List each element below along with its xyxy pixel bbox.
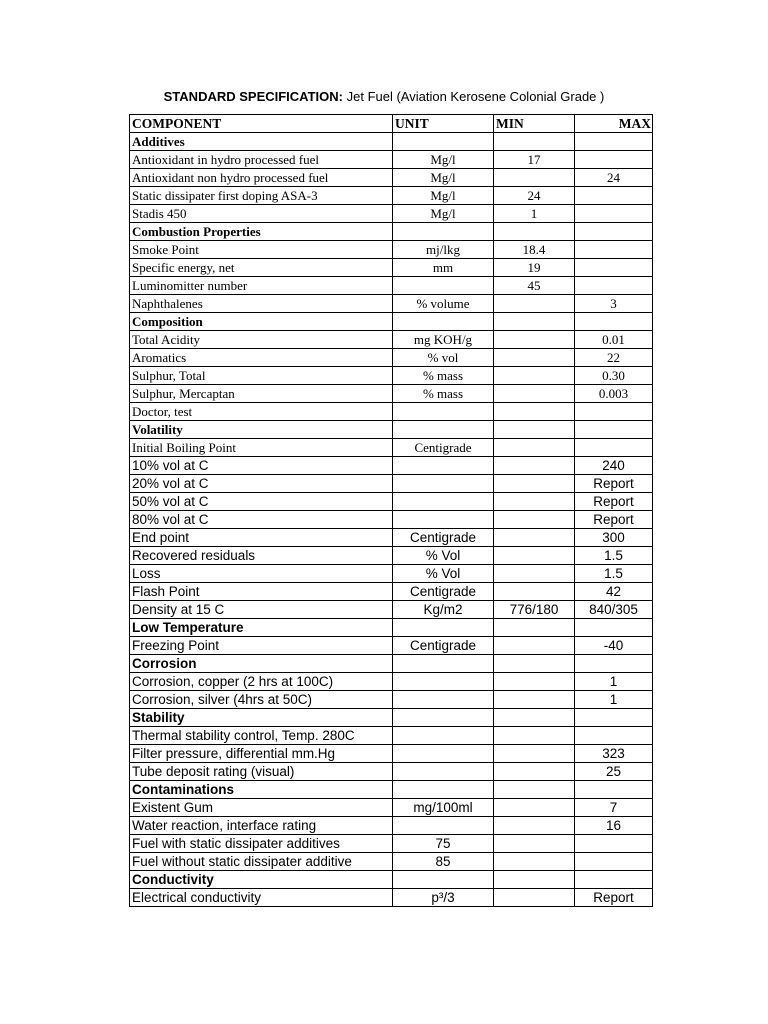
component-cell: Specific energy, net bbox=[130, 259, 393, 277]
max-cell: Report bbox=[575, 511, 653, 529]
empty-cell bbox=[575, 781, 653, 799]
max-cell: 240 bbox=[575, 457, 653, 475]
min-cell bbox=[494, 853, 575, 871]
table-row bbox=[130, 385, 653, 403]
component-cell: Recovered residuals bbox=[130, 547, 393, 565]
title-label: STANDARD SPECIFICATION: bbox=[163, 89, 343, 104]
empty-cell bbox=[393, 781, 494, 799]
table-row bbox=[130, 331, 653, 349]
unit-cell: mg KOH/g bbox=[393, 331, 494, 349]
min-cell: 1 bbox=[494, 205, 575, 223]
empty-cell bbox=[494, 709, 575, 727]
component-cell: Total Acidity bbox=[130, 331, 393, 349]
max-cell: 840/305 bbox=[575, 601, 653, 619]
component-cell: Existent Gum bbox=[130, 799, 393, 817]
component-cell: Sulphur, Mercaptan bbox=[130, 385, 393, 403]
component-cell: Antioxidant non hydro processed fuel bbox=[130, 169, 393, 187]
empty-cell bbox=[575, 133, 653, 151]
table-row bbox=[130, 601, 653, 619]
table-row bbox=[130, 511, 653, 529]
specification-table-body bbox=[130, 115, 653, 907]
empty-cell bbox=[575, 871, 653, 889]
section-row bbox=[130, 223, 653, 241]
unit-cell bbox=[393, 277, 494, 295]
min-cell bbox=[494, 691, 575, 709]
empty-cell bbox=[575, 655, 653, 673]
unit-cell: Mg/l bbox=[393, 205, 494, 223]
max-cell bbox=[575, 439, 653, 457]
max-cell: 0.30 bbox=[575, 367, 653, 385]
min-cell: 18.4 bbox=[494, 241, 575, 259]
max-cell: 22 bbox=[575, 349, 653, 367]
table-row bbox=[130, 259, 653, 277]
table-row bbox=[130, 457, 653, 475]
max-cell bbox=[575, 277, 653, 295]
component-cell: End point bbox=[130, 529, 393, 547]
unit-cell bbox=[393, 763, 494, 781]
table-row bbox=[130, 565, 653, 583]
empty-cell bbox=[393, 619, 494, 637]
component-cell: Freezing Point bbox=[130, 637, 393, 655]
section-label: Volatility bbox=[130, 421, 393, 439]
table-row bbox=[130, 547, 653, 565]
empty-cell bbox=[494, 421, 575, 439]
empty-cell bbox=[393, 655, 494, 673]
table-row bbox=[130, 367, 653, 385]
min-cell bbox=[494, 331, 575, 349]
table-row bbox=[130, 187, 653, 205]
unit-cell: % volume bbox=[393, 295, 494, 313]
section-row bbox=[130, 655, 653, 673]
table-row bbox=[130, 835, 653, 853]
empty-cell bbox=[393, 133, 494, 151]
component-cell: Aromatics bbox=[130, 349, 393, 367]
min-cell bbox=[494, 673, 575, 691]
table-row bbox=[130, 349, 653, 367]
table-row bbox=[130, 637, 653, 655]
min-cell bbox=[494, 385, 575, 403]
unit-cell: 75 bbox=[393, 835, 494, 853]
component-cell: Flash Point bbox=[130, 583, 393, 601]
table-row bbox=[130, 241, 653, 259]
empty-cell bbox=[393, 223, 494, 241]
max-cell bbox=[575, 205, 653, 223]
max-cell bbox=[575, 151, 653, 169]
min-cell bbox=[494, 349, 575, 367]
component-cell: Luminomitter number bbox=[130, 277, 393, 295]
unit-cell: mj/lkg bbox=[393, 241, 494, 259]
component-cell: Naphthalenes bbox=[130, 295, 393, 313]
empty-cell bbox=[494, 781, 575, 799]
empty-cell bbox=[575, 619, 653, 637]
unit-cell bbox=[393, 745, 494, 763]
max-cell: 323 bbox=[575, 745, 653, 763]
title-text: Jet Fuel (Aviation Kerosene Colonial Grade ) bbox=[343, 89, 605, 104]
max-cell: 1 bbox=[575, 691, 653, 709]
unit-cell: mm bbox=[393, 259, 494, 277]
max-cell bbox=[575, 259, 653, 277]
component-cell: Fuel with static dissipater additives bbox=[130, 835, 393, 853]
component-cell: Corrosion, silver (4hrs at 50C) bbox=[130, 691, 393, 709]
max-cell: 7 bbox=[575, 799, 653, 817]
component-cell: Density at 15 C bbox=[130, 601, 393, 619]
header-max: MAX bbox=[575, 115, 653, 133]
table-row bbox=[130, 205, 653, 223]
min-cell bbox=[494, 745, 575, 763]
section-label: Contaminations bbox=[130, 781, 393, 799]
min-cell bbox=[494, 403, 575, 421]
section-label: Stability bbox=[130, 709, 393, 727]
max-cell bbox=[575, 835, 653, 853]
unit-cell: Centigrade bbox=[393, 529, 494, 547]
unit-cell: Mg/l bbox=[393, 187, 494, 205]
table-row bbox=[130, 169, 653, 187]
component-cell: Doctor, test bbox=[130, 403, 393, 421]
table-row bbox=[130, 295, 653, 313]
max-cell bbox=[575, 241, 653, 259]
min-cell bbox=[494, 169, 575, 187]
max-cell: 16 bbox=[575, 817, 653, 835]
min-cell bbox=[494, 727, 575, 745]
section-row bbox=[130, 781, 653, 799]
table-header-row bbox=[130, 115, 653, 133]
unit-cell bbox=[393, 511, 494, 529]
section-label: Composition bbox=[130, 313, 393, 331]
min-cell: 24 bbox=[494, 187, 575, 205]
max-cell bbox=[575, 853, 653, 871]
header-unit: UNIT bbox=[393, 115, 494, 133]
table-row bbox=[130, 691, 653, 709]
component-cell: Tube deposit rating (visual) bbox=[130, 763, 393, 781]
unit-cell: Centigrade bbox=[393, 583, 494, 601]
empty-cell bbox=[575, 709, 653, 727]
min-cell bbox=[494, 583, 575, 601]
component-cell: Smoke Point bbox=[130, 241, 393, 259]
specification-table bbox=[129, 114, 653, 907]
unit-cell: % mass bbox=[393, 367, 494, 385]
empty-cell bbox=[494, 133, 575, 151]
header-min: MIN bbox=[494, 115, 575, 133]
max-cell: 24 bbox=[575, 169, 653, 187]
section-row bbox=[130, 619, 653, 637]
unit-cell bbox=[393, 727, 494, 745]
max-cell bbox=[575, 727, 653, 745]
unit-cell: % mass bbox=[393, 385, 494, 403]
min-cell: 45 bbox=[494, 277, 575, 295]
empty-cell bbox=[393, 421, 494, 439]
min-cell: 17 bbox=[494, 151, 575, 169]
component-cell: Fuel without static dissipater additive bbox=[130, 853, 393, 871]
empty-cell bbox=[494, 223, 575, 241]
min-cell bbox=[494, 475, 575, 493]
max-cell bbox=[575, 403, 653, 421]
max-cell: 42 bbox=[575, 583, 653, 601]
component-cell: Water reaction, interface rating bbox=[130, 817, 393, 835]
max-cell: Report bbox=[575, 889, 653, 907]
table-row bbox=[130, 529, 653, 547]
min-cell bbox=[494, 529, 575, 547]
min-cell: 19 bbox=[494, 259, 575, 277]
empty-cell bbox=[494, 619, 575, 637]
component-cell: Antioxidant in hydro processed fuel bbox=[130, 151, 393, 169]
table-row bbox=[130, 475, 653, 493]
header-component: COMPONENT bbox=[130, 115, 393, 133]
empty-cell bbox=[494, 655, 575, 673]
component-cell: Filter pressure, differential mm.Hg bbox=[130, 745, 393, 763]
unit-cell: mg/100ml bbox=[393, 799, 494, 817]
min-cell bbox=[494, 511, 575, 529]
empty-cell bbox=[575, 223, 653, 241]
table-row bbox=[130, 673, 653, 691]
min-cell bbox=[494, 367, 575, 385]
table-row bbox=[130, 727, 653, 745]
max-cell: -40 bbox=[575, 637, 653, 655]
component-cell: 80% vol at C bbox=[130, 511, 393, 529]
empty-cell bbox=[575, 421, 653, 439]
min-cell bbox=[494, 799, 575, 817]
max-cell: 1 bbox=[575, 673, 653, 691]
min-cell bbox=[494, 637, 575, 655]
empty-cell bbox=[575, 313, 653, 331]
table-row bbox=[130, 745, 653, 763]
min-cell: 776/180 bbox=[494, 601, 575, 619]
empty-cell bbox=[494, 871, 575, 889]
max-cell: 300 bbox=[575, 529, 653, 547]
section-row bbox=[130, 133, 653, 151]
component-cell: Static dissipater first doping ASA-3 bbox=[130, 187, 393, 205]
unit-cell bbox=[393, 457, 494, 475]
table-row bbox=[130, 799, 653, 817]
max-cell: Report bbox=[575, 493, 653, 511]
max-cell: 1.5 bbox=[575, 565, 653, 583]
table-row bbox=[130, 151, 653, 169]
section-label: Corrosion bbox=[130, 655, 393, 673]
max-cell: 25 bbox=[575, 763, 653, 781]
min-cell bbox=[494, 295, 575, 313]
table-row bbox=[130, 817, 653, 835]
section-row bbox=[130, 871, 653, 889]
min-cell bbox=[494, 439, 575, 457]
max-cell: 3 bbox=[575, 295, 653, 313]
unit-cell: % Vol bbox=[393, 565, 494, 583]
table-row bbox=[130, 403, 653, 421]
unit-cell: Mg/l bbox=[393, 151, 494, 169]
unit-cell bbox=[393, 673, 494, 691]
section-row bbox=[130, 709, 653, 727]
unit-cell: % vol bbox=[393, 349, 494, 367]
unit-cell: Mg/l bbox=[393, 169, 494, 187]
table-row bbox=[130, 853, 653, 871]
table-row bbox=[130, 583, 653, 601]
document-title bbox=[0, 89, 768, 104]
table-row bbox=[130, 889, 653, 907]
max-cell: 1.5 bbox=[575, 547, 653, 565]
unit-cell: % Vol bbox=[393, 547, 494, 565]
unit-cell bbox=[393, 817, 494, 835]
unit-cell bbox=[393, 475, 494, 493]
min-cell bbox=[494, 817, 575, 835]
min-cell bbox=[494, 889, 575, 907]
component-cell: Thermal stability control, Temp. 280C bbox=[130, 727, 393, 745]
empty-cell bbox=[494, 313, 575, 331]
section-label: Low Temperature bbox=[130, 619, 393, 637]
unit-cell bbox=[393, 493, 494, 511]
component-cell: Stadis 450 bbox=[130, 205, 393, 223]
table-row bbox=[130, 277, 653, 295]
section-row bbox=[130, 421, 653, 439]
table-row bbox=[130, 493, 653, 511]
component-cell: Sulphur, Total bbox=[130, 367, 393, 385]
unit-cell bbox=[393, 691, 494, 709]
component-cell: 10% vol at C bbox=[130, 457, 393, 475]
section-label: Additives bbox=[130, 133, 393, 151]
unit-cell: Centigrade bbox=[393, 637, 494, 655]
component-cell: Initial Boiling Point bbox=[130, 439, 393, 457]
section-label: Conductivity bbox=[130, 871, 393, 889]
max-cell: 0.01 bbox=[575, 331, 653, 349]
min-cell bbox=[494, 493, 575, 511]
max-cell: Report bbox=[575, 475, 653, 493]
unit-cell: Kg/m2 bbox=[393, 601, 494, 619]
empty-cell bbox=[393, 871, 494, 889]
component-cell: 50% vol at C bbox=[130, 493, 393, 511]
component-cell: Loss bbox=[130, 565, 393, 583]
min-cell bbox=[494, 457, 575, 475]
unit-cell: p³/3 bbox=[393, 889, 494, 907]
max-cell: 0.003 bbox=[575, 385, 653, 403]
section-label: Combustion Properties bbox=[130, 223, 393, 241]
unit-cell: Centigrade bbox=[393, 439, 494, 457]
unit-cell bbox=[393, 403, 494, 421]
table-row bbox=[130, 439, 653, 457]
min-cell bbox=[494, 547, 575, 565]
empty-cell bbox=[393, 709, 494, 727]
unit-cell: 85 bbox=[393, 853, 494, 871]
component-cell: Corrosion, copper (2 hrs at 100C) bbox=[130, 673, 393, 691]
section-row bbox=[130, 313, 653, 331]
min-cell bbox=[494, 763, 575, 781]
max-cell bbox=[575, 187, 653, 205]
min-cell bbox=[494, 835, 575, 853]
component-cell: 20% vol at C bbox=[130, 475, 393, 493]
table-row bbox=[130, 763, 653, 781]
empty-cell bbox=[393, 313, 494, 331]
min-cell bbox=[494, 565, 575, 583]
component-cell: Electrical conductivity bbox=[130, 889, 393, 907]
